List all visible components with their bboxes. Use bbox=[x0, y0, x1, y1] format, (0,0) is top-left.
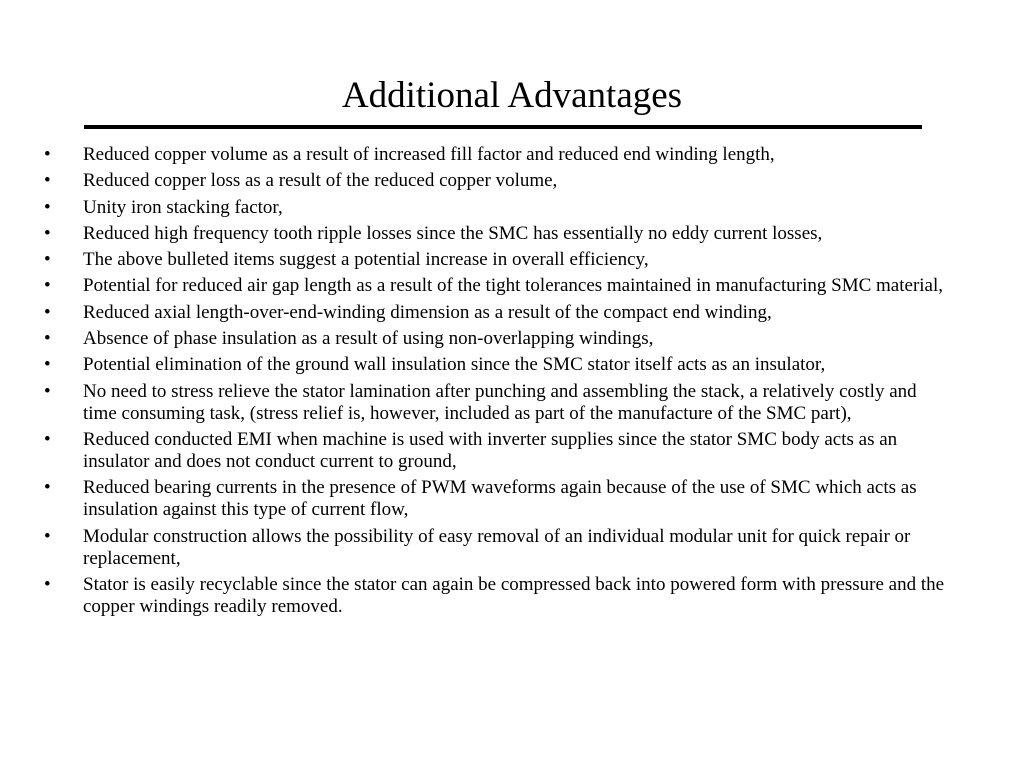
bullet-point-icon: • bbox=[44, 573, 51, 595]
bullet-item bbox=[40, 275, 952, 297]
bullet-text: Reduced axial length-over-end-winding dimension as a result of the compact end winding, bbox=[83, 301, 772, 323]
bullet-item bbox=[40, 381, 952, 425]
bullet-text: Modular construction allows the possibility of easy removal of an individual modular unit for quick repair or replacement, bbox=[83, 525, 911, 569]
bullet-text: Potential elimination of the ground wall insulation since the SMC stator itself acts as an insulator, bbox=[83, 354, 826, 376]
bullet-text: Reduced copper loss as a result of the reduced copper volume, bbox=[83, 170, 558, 192]
title-underline-rule bbox=[84, 125, 922, 129]
bullet-text: Potential for reduced air gap length as a result of the tight tolerances maintained in manufacturing SMC material, bbox=[83, 275, 944, 297]
bullet-list bbox=[40, 144, 952, 622]
bullet-point-icon: • bbox=[44, 301, 51, 323]
bullet-text: Reduced conducted EMI when machine is used with inverter supplies since the stator SMC body acts as an insulator and does not conduct current to ground, bbox=[83, 428, 898, 472]
bullet-text: Reduced high frequency tooth ripple losses since the SMC has essentially no eddy current losses, bbox=[83, 222, 823, 244]
bullet-item bbox=[40, 144, 952, 166]
bullet-item bbox=[40, 328, 952, 350]
bullet-point-icon: • bbox=[44, 328, 51, 350]
bullet-text: Reduced copper volume as a result of increased fill factor and reduced end winding length, bbox=[83, 144, 775, 165]
bullet-point-icon: • bbox=[44, 222, 51, 244]
bullet-item bbox=[40, 197, 952, 219]
bullet-point-icon: • bbox=[44, 354, 51, 376]
bullet-point-icon: • bbox=[44, 144, 51, 165]
bullet-point-icon: • bbox=[44, 249, 51, 271]
bullet-item bbox=[40, 249, 952, 271]
bullet-text: Absence of phase insulation as a result of using non-overlapping windings, bbox=[83, 328, 654, 350]
bullet-point-icon: • bbox=[44, 525, 51, 547]
bullet-item bbox=[40, 477, 952, 521]
bullet-item bbox=[40, 354, 952, 376]
bullet-point-icon: • bbox=[44, 477, 51, 499]
bullet-text: No need to stress relieve the stator lamination after punching and assembling the stack, a relatively costly and time consuming task, (stress relief is, however, included as part of the manufacture of the SMC part), bbox=[83, 380, 917, 424]
bullet-point-icon: • bbox=[44, 275, 51, 297]
bullet-item bbox=[40, 223, 952, 245]
bullet-item bbox=[40, 429, 952, 473]
bullet-text: Stator is easily recyclable since the stator can again be compressed back into powered form with pressure and the copper windings readily removed. bbox=[83, 573, 945, 617]
slide-title: Additional Advantages bbox=[341, 75, 683, 116]
bullet-point-icon: • bbox=[44, 380, 51, 402]
bullet-text: Reduced bearing currents in the presence of PWM waveforms again because of the use of SMC which acts as insulation against this type of current flow, bbox=[83, 477, 917, 521]
bullet-point-icon: • bbox=[44, 170, 51, 192]
bullet-item bbox=[40, 302, 952, 324]
bullet-point-icon: • bbox=[44, 428, 51, 450]
bullet-text: Unity iron stacking factor, bbox=[83, 196, 283, 218]
bullet-item bbox=[40, 170, 952, 192]
bullet-item bbox=[40, 526, 952, 570]
bullet-text: The above bulleted items suggest a potential increase in overall efficiency, bbox=[83, 249, 649, 271]
bullet-point-icon: • bbox=[44, 196, 51, 218]
bullet-item bbox=[40, 574, 952, 618]
